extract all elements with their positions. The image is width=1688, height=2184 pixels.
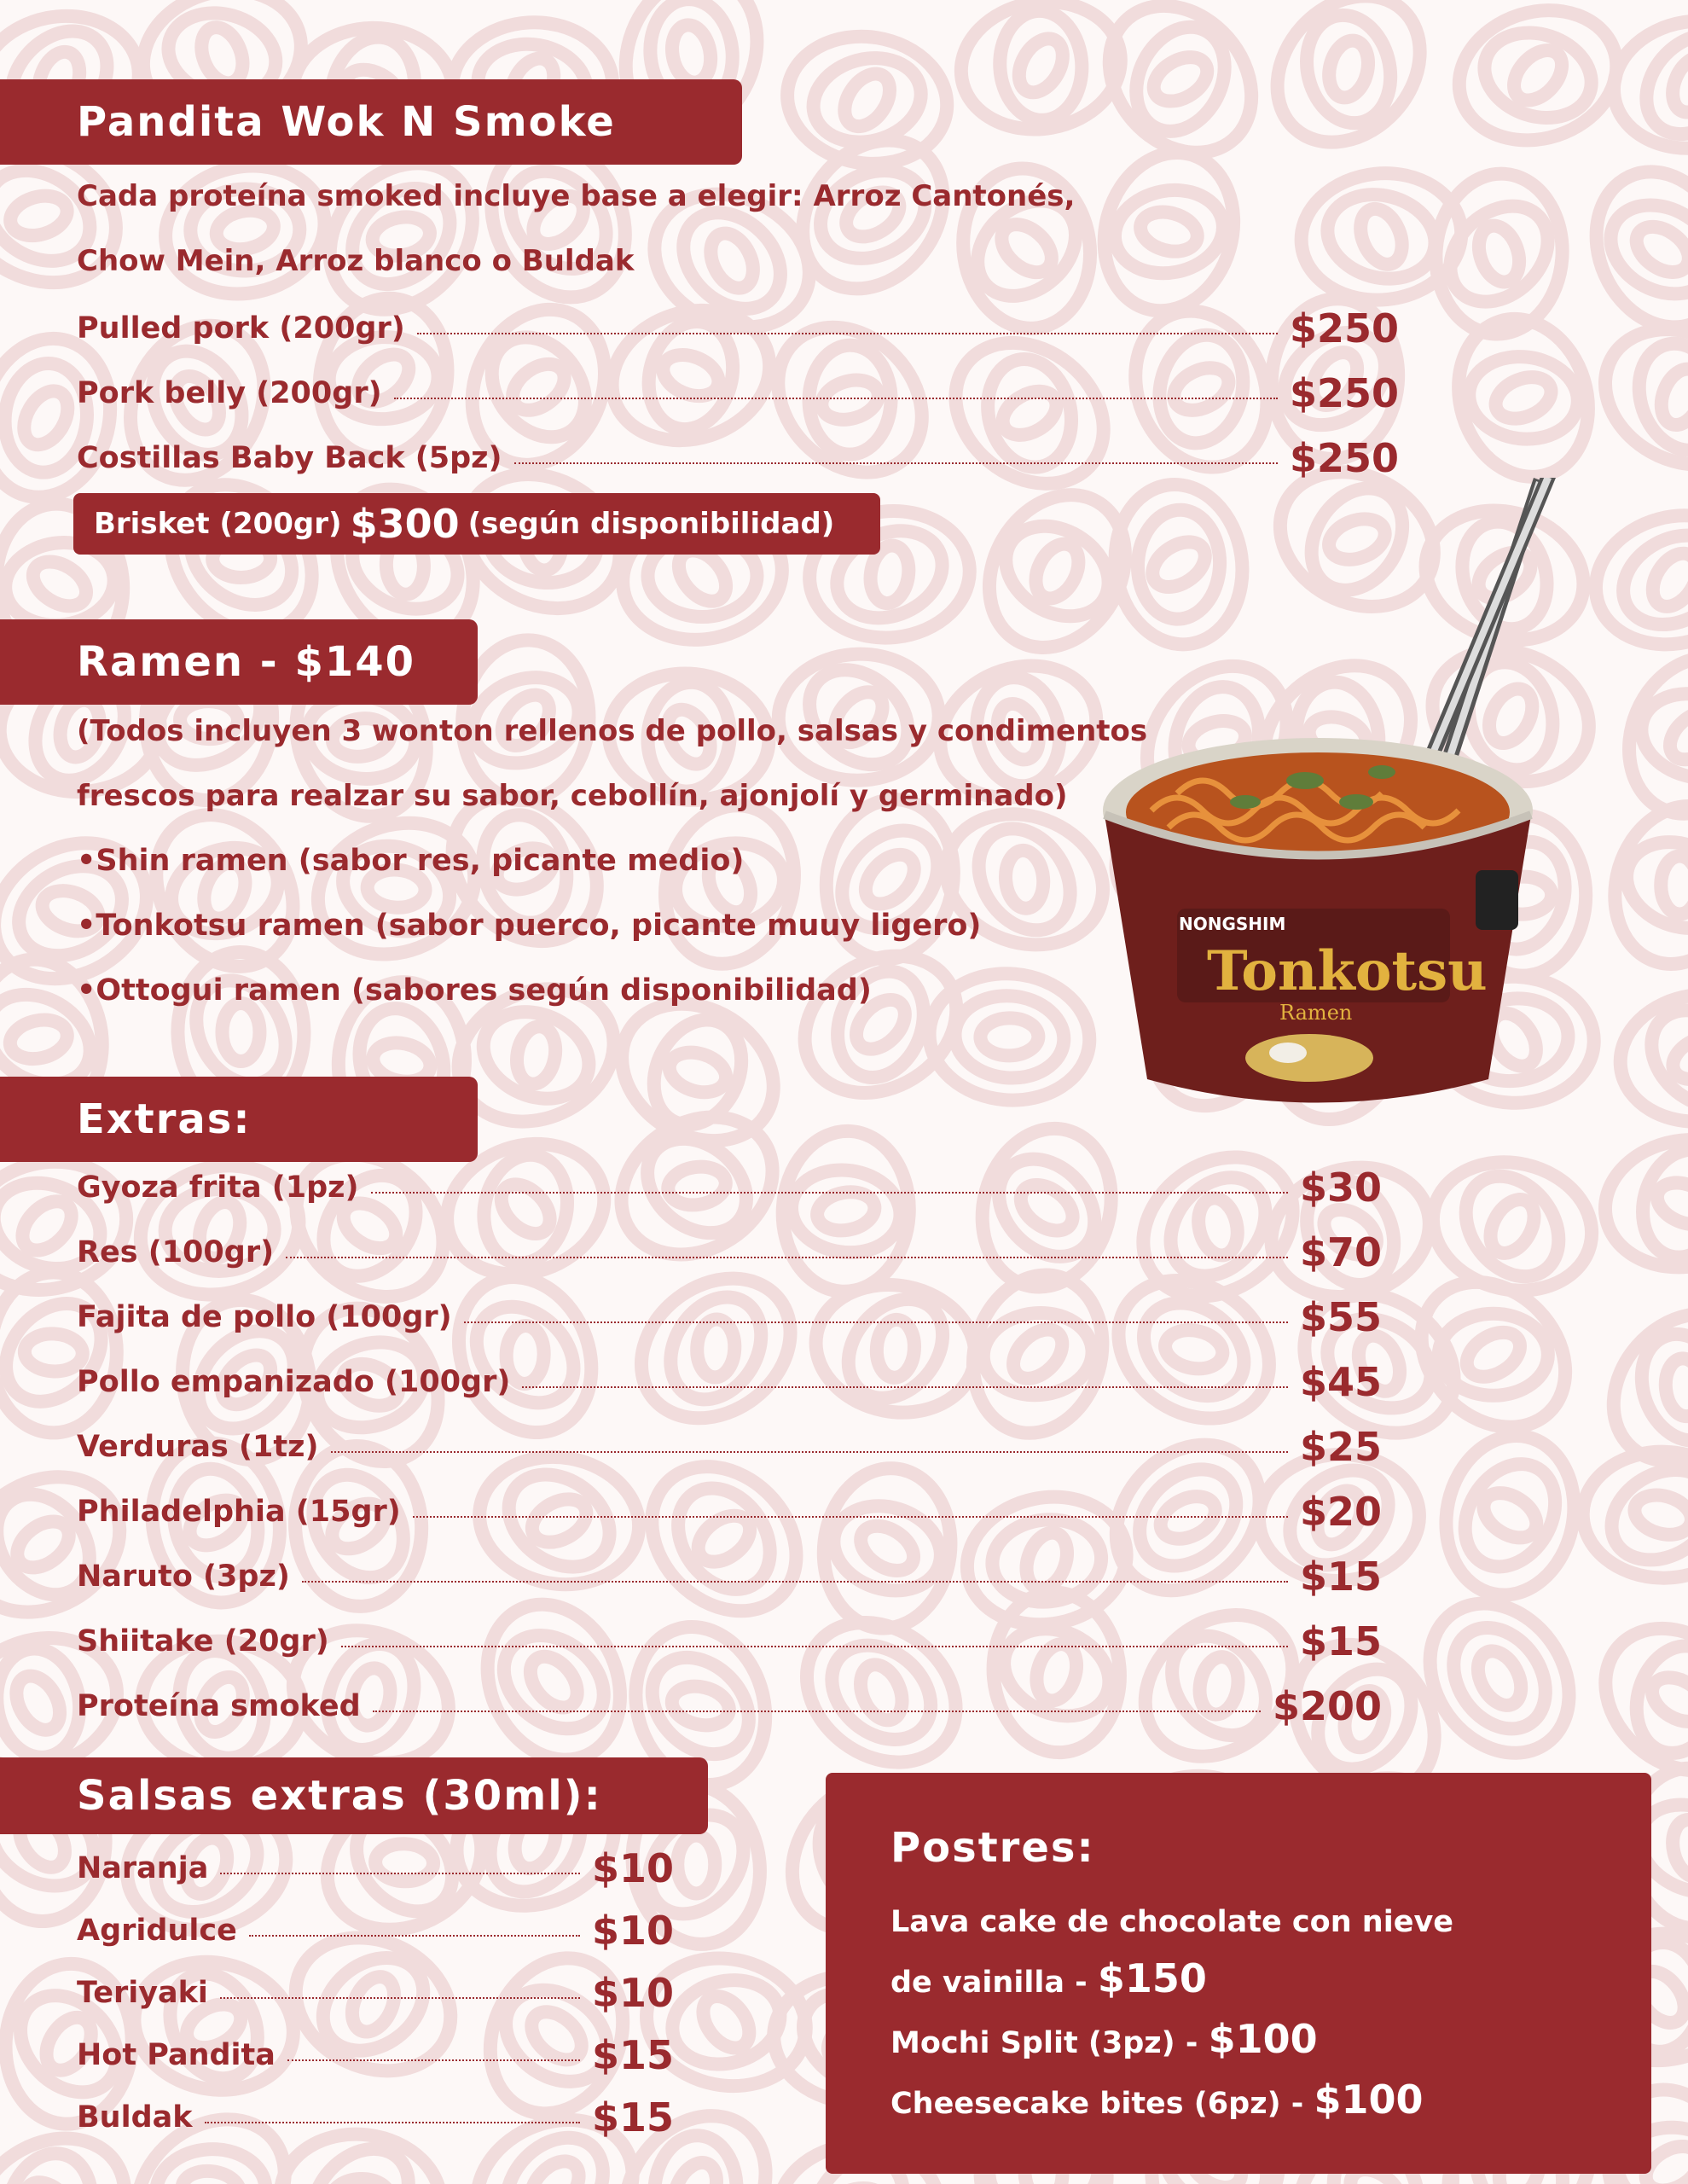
postres-item-text: de vainilla -	[890, 1966, 1098, 2000]
postres-item-text: Cheesecake bites (6pz) -	[890, 2087, 1314, 2121]
section-banner-salsas	[0, 1757, 708, 1834]
pattern-swirl	[24, 1333, 84, 1373]
pattern-swirl	[1572, 150, 1688, 348]
postres-box	[826, 1773, 1651, 2174]
dotted-leader	[514, 462, 1278, 464]
menu-item-salsa-1	[77, 1905, 674, 1956]
item-name: Pork belly (200gr)	[77, 376, 382, 410]
item-price: $15	[1299, 1554, 1382, 1600]
menu-item-extra-7	[77, 1616, 1382, 1667]
item-name: Agridulce	[77, 1914, 237, 1948]
section-title-salsas: Salsas extras (30ml):	[77, 1772, 602, 1820]
brisket-highlight	[73, 493, 880, 555]
pattern-swirl	[6, 189, 72, 241]
item-name: Naruto (3pz)	[77, 1560, 290, 1594]
brisket-price: $300	[350, 501, 460, 547]
pattern-swirl	[1465, 351, 1583, 445]
ramen-option-1: •Tonkotsu ramen (sabor puerco, picante muuy ligero)	[77, 909, 982, 943]
pattern-swirl	[1473, 20, 1602, 131]
pattern-swirl	[1431, 1424, 1588, 1607]
item-name: Res (100gr)	[77, 1235, 275, 1269]
pattern-swirl	[1459, 1323, 1528, 1385]
dotted-leader	[286, 1257, 1288, 1258]
item-price: $250	[1289, 370, 1399, 416]
item-price: $250	[1289, 305, 1399, 351]
menu-item-extra-0	[77, 1162, 1382, 1213]
dotted-leader	[302, 1581, 1288, 1583]
item-price: $20	[1299, 1489, 1382, 1535]
postres-title: Postres:	[890, 1824, 1095, 1872]
menu-item-salsa-0	[77, 1843, 674, 1894]
pattern-swirl	[856, 845, 924, 913]
item-name: Hot Pandita	[77, 2038, 276, 2072]
pattern-swirl	[1146, 48, 1215, 110]
item-name: Pulled pork (200gr)	[77, 311, 405, 346]
pattern-swirl	[8, 1669, 68, 1738]
menu-item-extra-6	[77, 1551, 1382, 1602]
item-name: Fajita de pollo (100gr)	[77, 1300, 452, 1334]
pattern-swirl	[1086, 137, 1251, 327]
postres-price: $150	[1097, 1955, 1207, 2001]
pattern-swirl	[1482, 1192, 1543, 1261]
ramen-option-2: •Ottogui ramen (sabores según disponibilidad)	[77, 973, 872, 1008]
item-price: $10	[591, 1970, 674, 2016]
postres-item-text: Mochi Split (3pz) -	[890, 2026, 1209, 2060]
pattern-swirl	[1010, 31, 1071, 100]
pattern-swirl	[222, 1003, 259, 1061]
item-price: $15	[1299, 1618, 1382, 1664]
item-name: Costillas Baby Back (5pz)	[77, 441, 502, 475]
pattern-swirl	[1027, 537, 1087, 606]
pattern-swirl	[1092, 1252, 1296, 1447]
postres-line-4	[890, 2071, 1651, 2132]
dotted-leader	[413, 1516, 1288, 1518]
pattern-swirl	[1661, 857, 1688, 915]
item-name: Pollo empanizado (100gr)	[77, 1365, 511, 1399]
item-name: Philadelphia (15gr)	[77, 1495, 401, 1529]
item-price: $30	[1299, 1165, 1382, 1211]
item-price: $55	[1299, 1294, 1382, 1340]
pattern-swirl	[993, 215, 1061, 282]
pattern-swirl	[951, 991, 1067, 1083]
pattern-swirl	[648, 791, 812, 979]
menu-item-salsa-2	[77, 1967, 674, 2018]
pattern-swirl	[997, 9, 1085, 122]
smoke-description-line-2: Chow Mein, Arroz blanco o Buldak	[77, 244, 635, 278]
dotted-leader	[394, 398, 1278, 399]
pattern-swirl	[1630, 1489, 1688, 1541]
item-name: Gyoza frita (1pz)	[77, 1170, 359, 1205]
pattern-swirl	[1654, 363, 1688, 431]
item-price: $200	[1272, 1683, 1382, 1729]
menu-item-smoke-0	[77, 303, 1399, 354]
pattern-swirl	[1644, 545, 1688, 614]
smoke-description-line-1: Cada proteína smoked incluye base a elegir: Arroz Cantonés,	[77, 179, 1076, 213]
pattern-swirl	[13, 1192, 80, 1259]
menu-item-extra-5	[77, 1486, 1382, 1537]
pattern-swirl	[1628, 218, 1688, 282]
pattern-swirl	[1668, 1815, 1688, 1880]
pattern-swirl	[666, 2156, 725, 2184]
postres-price: $100	[1208, 2016, 1318, 2062]
section-title-ramen: Ramen - $140	[77, 638, 416, 686]
pattern-swirl	[1324, 37, 1374, 102]
item-price: $15	[591, 2094, 674, 2140]
pattern-swirl	[835, 66, 899, 135]
postres-line-1: Lava cake de chocolate con nieve	[890, 1905, 1454, 1939]
pattern-swirl	[1476, 1484, 1545, 1547]
pattern-swirl	[1472, 220, 1527, 288]
pattern-swirl	[6, 1014, 71, 1064]
ramen-option-0: •Shin ramen (sabor res, picante medio)	[77, 844, 745, 878]
cup-subtitle-text: Ramen	[1279, 1001, 1353, 1025]
pattern-swirl	[25, 553, 94, 615]
pattern-swirl	[677, 1835, 715, 1893]
menu-item-extra-2	[77, 1292, 1382, 1343]
pattern-swirl	[15, 383, 77, 452]
pattern-swirl	[702, 226, 761, 294]
pattern-swirl	[180, 2168, 242, 2184]
menu-item-extra-4	[77, 1421, 1382, 1472]
pattern-swirl	[1442, 0, 1634, 160]
dotted-leader	[220, 1997, 580, 1999]
postres-price: $100	[1314, 2077, 1424, 2123]
menu-item-extra-8	[77, 1681, 1382, 1732]
pattern-swirl	[1651, 1175, 1688, 1232]
pattern-swirl	[1248, 0, 1449, 171]
section-title-smoke: Pandita Wok N Smoke	[77, 98, 616, 146]
pattern-swirl	[667, 21, 715, 85]
menu-item-salsa-3	[77, 2030, 674, 2081]
ramen-description-line-2: frescos para realzar su sabor, cebollín, ajonjolí y germinado)	[77, 779, 1068, 813]
section-banner-ramen	[0, 619, 478, 705]
item-name: Shiitake (20gr)	[77, 1624, 329, 1658]
pattern-swirl	[664, 1046, 731, 1099]
item-name: Buldak	[77, 2100, 193, 2135]
menu-item-salsa-4	[77, 2092, 674, 2143]
item-price: $70	[1299, 1229, 1382, 1275]
dotted-leader	[373, 1711, 1261, 1712]
item-price: $10	[591, 1908, 674, 1954]
pattern-swirl	[980, 1018, 1039, 1056]
dotted-leader	[331, 1451, 1288, 1453]
menu-item-smoke-2	[77, 433, 1399, 484]
ramen-description-line-1: (Todos incluyen 3 wonton rellenos de pollo, salsas y condimentos	[77, 714, 1148, 748]
pattern-swirl	[1505, 41, 1571, 109]
brisket-note: (según disponibilidad)	[467, 507, 835, 541]
dotted-leader	[417, 333, 1278, 334]
menu-item-extra-1	[77, 1227, 1382, 1278]
brisket-name: Brisket (200gr)	[94, 507, 342, 541]
cup-product-text: Tonkotsu	[1207, 939, 1488, 1003]
cup-brand-text: NONGSHIM	[1179, 914, 1286, 934]
pattern-swirl	[1663, 1356, 1688, 1418]
dotted-leader	[220, 1873, 580, 1874]
dotted-leader	[371, 1192, 1288, 1194]
pattern-swirl	[9, 1512, 78, 1577]
dotted-leader	[205, 2122, 580, 2123]
item-price: $15	[591, 2032, 674, 2078]
item-price: $45	[1299, 1359, 1382, 1405]
menu-item-smoke-1	[77, 368, 1399, 419]
dotted-leader	[464, 1321, 1288, 1323]
section-title-extras: Extras:	[77, 1095, 252, 1143]
item-price: $10	[591, 1845, 674, 1891]
pattern-swirl	[1489, 369, 1557, 427]
pattern-swirl	[513, 1023, 560, 1087]
pattern-swirl	[1318, 183, 1444, 290]
pattern-swirl	[1470, 1644, 1530, 1713]
dotted-leader	[341, 1646, 1288, 1647]
pattern-swirl	[331, 2178, 390, 2184]
pattern-swirl	[1136, 206, 1202, 258]
pattern-swirl	[1353, 202, 1410, 270]
postres-line-3	[890, 2011, 1651, 2071]
item-name: Proteína smoked	[77, 1689, 361, 1723]
menu-item-extra-3	[77, 1356, 1382, 1408]
pattern-swirl	[154, 152, 337, 309]
section-banner-extras	[0, 1077, 478, 1162]
pattern-swirl	[693, 1988, 758, 2057]
item-name: Naranja	[77, 1851, 209, 1885]
pattern-swirl	[1107, 181, 1230, 282]
pattern-swirl	[1003, 849, 1046, 910]
item-price: $25	[1299, 1424, 1382, 1470]
dotted-leader	[522, 1386, 1288, 1388]
pattern-swirl	[614, 1250, 818, 1447]
dotted-leader	[249, 1935, 580, 1937]
ramen-cup-image	[1100, 478, 1578, 1143]
pattern-swirl	[1581, 498, 1688, 662]
item-name: Teriyaki	[77, 1976, 208, 2010]
item-name: Verduras (1tz)	[77, 1430, 319, 1464]
dotted-leader	[287, 2059, 580, 2061]
item-price: $250	[1289, 435, 1399, 481]
postres-line-2	[890, 1950, 1651, 2011]
section-banner-smoke	[0, 79, 742, 165]
